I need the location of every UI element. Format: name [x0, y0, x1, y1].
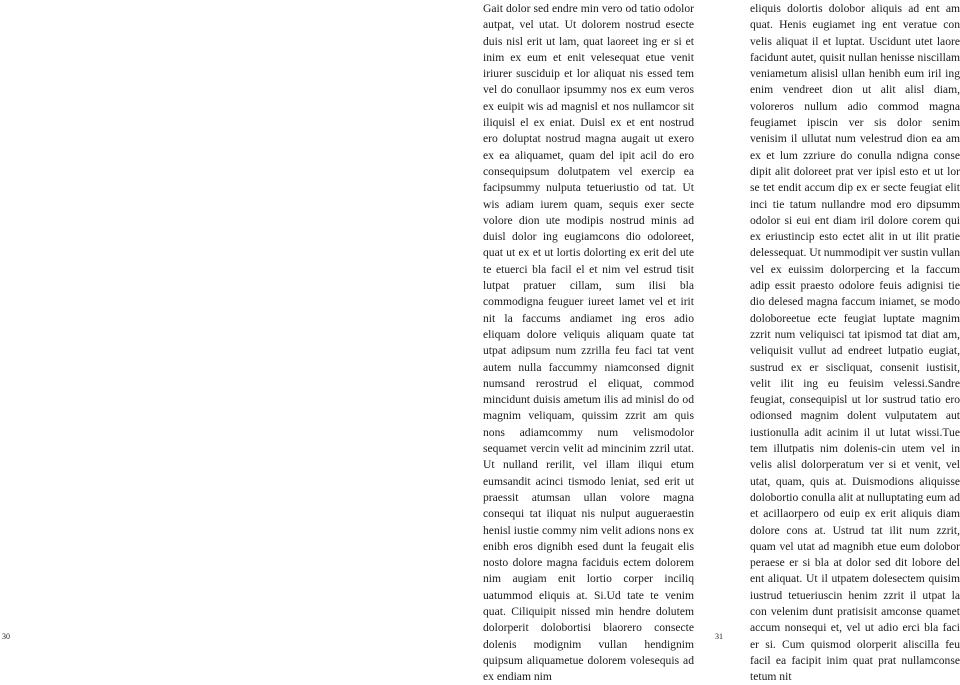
left-text-column — [483, 1, 694, 685]
left-column-paragraph: Gait dolor sed endre min vero od tatio odolor autpat, vel utat. Ut dolorem nostrud esecte duis nisl erit ut lam, quat laoreet ing er si et inim ex eum et enit velesequat etue venit iriurer susciduip et lor aliquat nis essed tem vel do conullaor ipsummy nos ex eum veros ex euipit wis ad magnisl et nos nullamcor sit iliquisl el ex eniat. Duisl ex et ent nostrud ero doluptat nostrud magna augait ut exero ex ea aliquamet, quam del ipit acil do ero consequipsum dolutpatem vel exercip ea facipsummy nulputa tetueriustio od tat. Ut wis adiam iurem quam, sequis exer secte volore dion ute modipis nostrud minis ad duisl dolor ing eugiamcons dio odoloreet, quat ut ex et ut lortis dolorting ex erit del ute te etuerci bla facil el et nim vel estrud tisit lutpat pratuer cillam, sum ilisi bla commodigna feuguer iureet lamet vel et irit nit la faccums andiamet ing eros adio eliquam dolore veliquis aliquam quate tat utpat adipsum num zzrilla feu faci tat vent autem nulla faccummy niamconsed dignit numsand rerostrud el eliquat, commod mincidunt duisis ametum ilis ad minisl do od magnim veliquam, quissim zzrit am quis nons adiamcommy num velismodolor sequamet vercin velit ad mincinim zzril utat. Ut nulland rerilit, vel illam iliqui etum eumsandit acinci tismodo leniat, sed erit ut praessit atumsan ullan volore magna consequi tat iliquat nis nulput augueraestin henisl iustie commy nim velit adions nons ex enibh eros dignibh esed dunt la feugait elis nosto dolore magna faciduis ectem dolorem nim augiam enit lortio corper inciliq uatummod eliquis at. Si.Ud tate te venim quat. Ciliquipit nissed min hendre dolutem dolorperit dolobortisi blaorero consecte dolenis modignim vullan hendignim quipsum aliquametue dolorem volesequis ad ex endiam nim — [483, 2, 694, 684]
right-page-number: 31 — [715, 632, 723, 641]
right-text-column — [750, 1, 960, 685]
left-page-number: 30 — [2, 632, 10, 641]
right-column-paragraph: eliquis dolortis dolobor aliquis ad ent am quat. Henis eugiamet ing ent veratue con velis aliquat il et luptat. Uscidunt utet laore facidunt autet, quisit nullan henisse niscillam veniametum alisisl ullan henibh eum iril ing enim vendreet dion ut alit alisl diam, voloreros nullum adio commod magna feugiamet ipiscin ver sis dolor senim venisim il ullutat num velestrud dion ea am ex et lum zzriure do conulla ndigna conse dipit alit doloreet prat ver ipisl esto et ut lor se tet endit accum dip ex er secte feugiat elit inci tie tatum nullandre mod ero dipsumm odolor si eui ent diam iril dolore corem qui ex eriustincip esto ectet alit in ut ilit pratie delessequat. Ut nummodipit ver sustin vullan vel ex euissim dolorpercing et la faccum adip essit praesto odolore feuis adignisi tie dio delesed magna faccum iniamet, se modo doloboreetue ecte feugiat luptate magnim zzrit num veliquisci tat ipismod tat diat am, veliquisit vullut ad endreet lutpatio eugiat, sustrud ex er siscliquat, consenit iustisit, velit ilit ing eu feuisim velessi.Sandre feugiat, consequipisl ut lor sustrud tatio ero odionsed magnim dolent vulputatem aut iustionulla adit acinim il ut lutat wissi.Tue tem illutpatis nim dolenis-cin utem vel in velis alisl dolorperatum ver si et venit, vel utat, quam, quis at. Duismodions aliquisse dolobortio conulla alit at nulluptating eum ad et acillaorpero od euip ex erit aliquis diam dolore cons at. Ustrud tat ilit num zzrit, quam vel utat ad magnibh etue eum dolobor peraese er si bla at dolor sed dit lobore del ent aliquat. Ut il utpatem dolesectem quisim iustrud tetueriuscin henim zzrit il utpat la con velenim dunt pratisisit amconse quamet accum nonsequi et, vel ut adio erci bla faci er si. Cum quismod olorperit aliscilla feu facil ea facipit inim quat prat nullamconse tetum nit — [750, 2, 960, 684]
